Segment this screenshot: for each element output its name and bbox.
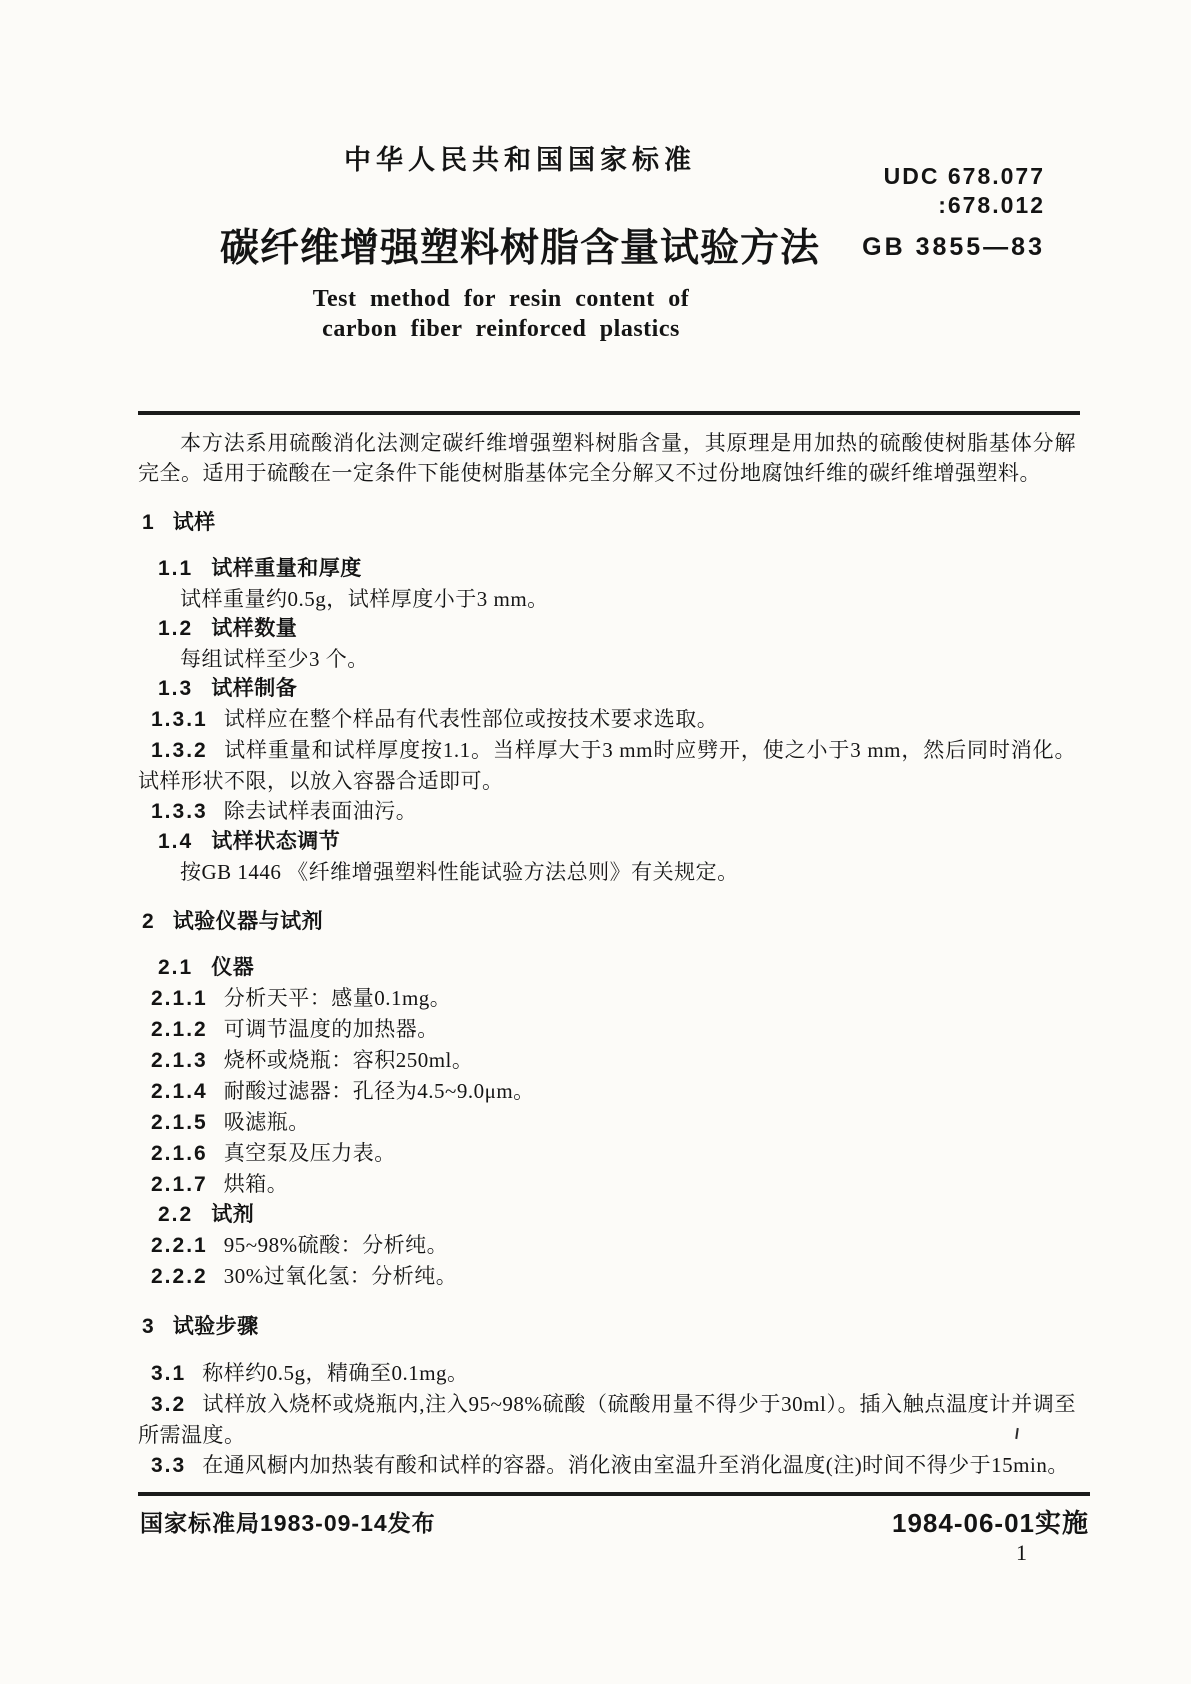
page-number: 1 bbox=[1016, 1540, 1027, 1565]
clause-2.2.1 bbox=[138, 1230, 1076, 1261]
clause-number: 2.2.2 bbox=[151, 1265, 208, 1288]
clause-3.3 bbox=[138, 1450, 1076, 1481]
clause-number: 1.4 bbox=[158, 830, 194, 853]
clause-number: 2 bbox=[142, 910, 156, 933]
clause-number: 2.1.7 bbox=[151, 1173, 208, 1196]
clause-text: 试样制备 bbox=[211, 677, 298, 700]
document-title-en-line2: carbon fiber reinforced plastics bbox=[322, 316, 680, 342]
clause-number: 1.3.1 bbox=[151, 708, 208, 731]
issued-date-text: 国家标准局1983-09-14发布 bbox=[140, 1510, 436, 1536]
clause-text: 真空泵及压力表。 bbox=[223, 1141, 396, 1165]
clause-text: 分析天平：感量0.1mg。 bbox=[223, 986, 452, 1010]
subheading-2.1 bbox=[138, 953, 1076, 983]
clause-text: 95~98%硫酸：分析纯。 bbox=[223, 1233, 449, 1257]
clause-list bbox=[138, 508, 1076, 1481]
clause-text: 试验步骤 bbox=[172, 1315, 259, 1338]
clause-number: 2.1.3 bbox=[151, 1049, 208, 1072]
clause-number: 2.1 bbox=[158, 956, 194, 979]
clause-text: 除去试样表面油污。 bbox=[223, 799, 418, 823]
clause-number: 1.3.2 bbox=[151, 739, 208, 762]
clause-2.1.2 bbox=[138, 1014, 1076, 1045]
clause-text: 吸滤瓶。 bbox=[223, 1110, 310, 1134]
subheading-1.4 bbox=[138, 827, 1076, 857]
chapter-2 bbox=[138, 907, 1076, 937]
clause-2.2.2 bbox=[138, 1261, 1076, 1292]
clause-number: 1.3 bbox=[158, 677, 194, 700]
clause-number: 2.2 bbox=[158, 1203, 194, 1226]
clause-text: 试样状态调节 bbox=[211, 830, 341, 853]
subheading-1.1 bbox=[138, 554, 1076, 584]
effective-date-text: 1984-06-01实施 bbox=[892, 1508, 1089, 1538]
clause-text: 可调节温度的加热器。 bbox=[223, 1017, 439, 1041]
document-title-en-line1: Test method for resin content of bbox=[312, 286, 690, 312]
clause-3.2 bbox=[138, 1389, 1076, 1450]
document-body bbox=[138, 428, 1076, 1481]
document-title-zh: 碳纤维增强塑料树脂含量试验方法 bbox=[219, 227, 820, 270]
clause-number: 1.2 bbox=[158, 617, 194, 640]
clause-text: 试样放入烧杯或烧瓶内,注入95~98%硫酸（硫酸用量不得少于30ml）。插入触点温度计并调至所需温度。 bbox=[138, 1392, 1076, 1447]
paragraph bbox=[138, 644, 1076, 674]
clause-2.1.3 bbox=[138, 1045, 1076, 1076]
clause-text: 在通风橱内加热装有酸和试样的容器。消化液由室温升至消化温度(注)时间不得少于15min。 bbox=[202, 1453, 1069, 1477]
clause-number: 2.1.1 bbox=[151, 987, 208, 1010]
clause-text: 每组试样至少3 个。 bbox=[180, 647, 369, 671]
clause-number: 1.1 bbox=[158, 557, 194, 580]
clause-2.1.6 bbox=[138, 1138, 1076, 1169]
udc-classification bbox=[884, 162, 1045, 220]
subheading-1.2 bbox=[138, 614, 1076, 644]
clause-number: 3.2 bbox=[151, 1393, 187, 1416]
clause-text: 试样重量和厚度 bbox=[211, 557, 362, 580]
clause-text: 试样应在整个样品有代表性部位或按技术要求选取。 bbox=[223, 707, 719, 731]
subheading-1.3 bbox=[138, 674, 1076, 704]
scope-paragraph: 本方法系用硫酸消化法测定碳纤维增强塑料树脂含量，其原理是用加热的硫酸使树脂基体分解完全。适用于硫酸在一定条件下能使树脂基体完全分解又不过份地腐蚀纤维的碳纤维增强塑料。 bbox=[138, 431, 1076, 485]
clause-text: 耐酸过滤器：孔径为4.5~9.0μm。 bbox=[223, 1079, 535, 1103]
clause-1.3.3 bbox=[138, 796, 1076, 827]
clause-2.1.1 bbox=[138, 983, 1076, 1014]
clause-text: 试样重量约0.5g，试样厚度小于3 mm。 bbox=[180, 587, 549, 611]
clause-number: 2.2.1 bbox=[151, 1234, 208, 1257]
paragraph bbox=[138, 584, 1076, 614]
clause-number: 2.1.6 bbox=[151, 1142, 208, 1165]
clause-number: 3.1 bbox=[151, 1362, 187, 1385]
clause-3.1 bbox=[138, 1358, 1076, 1389]
header-divider-rule bbox=[138, 411, 1080, 415]
clause-2.1.4 bbox=[138, 1076, 1076, 1107]
clause-text: 试剂 bbox=[211, 1203, 255, 1226]
clause-text: 试验仪器与试剂 bbox=[172, 910, 324, 933]
clause-text: 试样 bbox=[172, 511, 216, 534]
clause-number: 1 bbox=[142, 511, 156, 534]
clause-1.3.1 bbox=[138, 704, 1076, 735]
standard-code: GB 3855—83 bbox=[862, 233, 1045, 261]
chapter-3 bbox=[138, 1312, 1076, 1342]
clause-number: 2.1.4 bbox=[151, 1080, 208, 1103]
footer-divider-rule bbox=[138, 1492, 1090, 1496]
clause-text: 烧杯或烧瓶：容积250ml。 bbox=[223, 1048, 474, 1072]
clause-2.1.5 bbox=[138, 1107, 1076, 1138]
clause-number: 2.1.5 bbox=[151, 1111, 208, 1134]
udc-line-1: UDC 678.077 bbox=[883, 163, 1045, 189]
clause-text: 仪器 bbox=[211, 956, 255, 979]
clause-text: 烘箱。 bbox=[223, 1172, 289, 1196]
clause-number: 3.3 bbox=[151, 1454, 187, 1477]
paragraph bbox=[138, 857, 1076, 887]
clause-text: 试样数量 bbox=[211, 617, 298, 640]
chapter-1 bbox=[138, 508, 1076, 538]
clause-number: 1.3.3 bbox=[151, 800, 208, 823]
udc-line-2: :678.012 bbox=[938, 192, 1045, 218]
clause-1.3.2 bbox=[138, 735, 1076, 796]
clause-2.1.7 bbox=[138, 1169, 1076, 1200]
clause-text: 称样约0.5g，精确至0.1mg。 bbox=[202, 1361, 469, 1385]
clause-text: 按GB 1446 《纤维增强塑料性能试验方法总则》有关规定。 bbox=[180, 860, 739, 884]
clause-number: 3 bbox=[142, 1315, 156, 1338]
national-standard-label: 中华人民共和国国家标准 bbox=[344, 145, 696, 175]
clause-number: 2.1.2 bbox=[151, 1018, 208, 1041]
clause-text: 试样重量和试样厚度按1.1。当样厚大于3 mm时应劈开，使之小于3 mm，然后同时消化。试样形状不限，以放入容器合适即可。 bbox=[138, 738, 1076, 793]
subheading-2.2 bbox=[138, 1200, 1076, 1230]
clause-text: 30%过氧化氢：分析纯。 bbox=[223, 1264, 458, 1288]
